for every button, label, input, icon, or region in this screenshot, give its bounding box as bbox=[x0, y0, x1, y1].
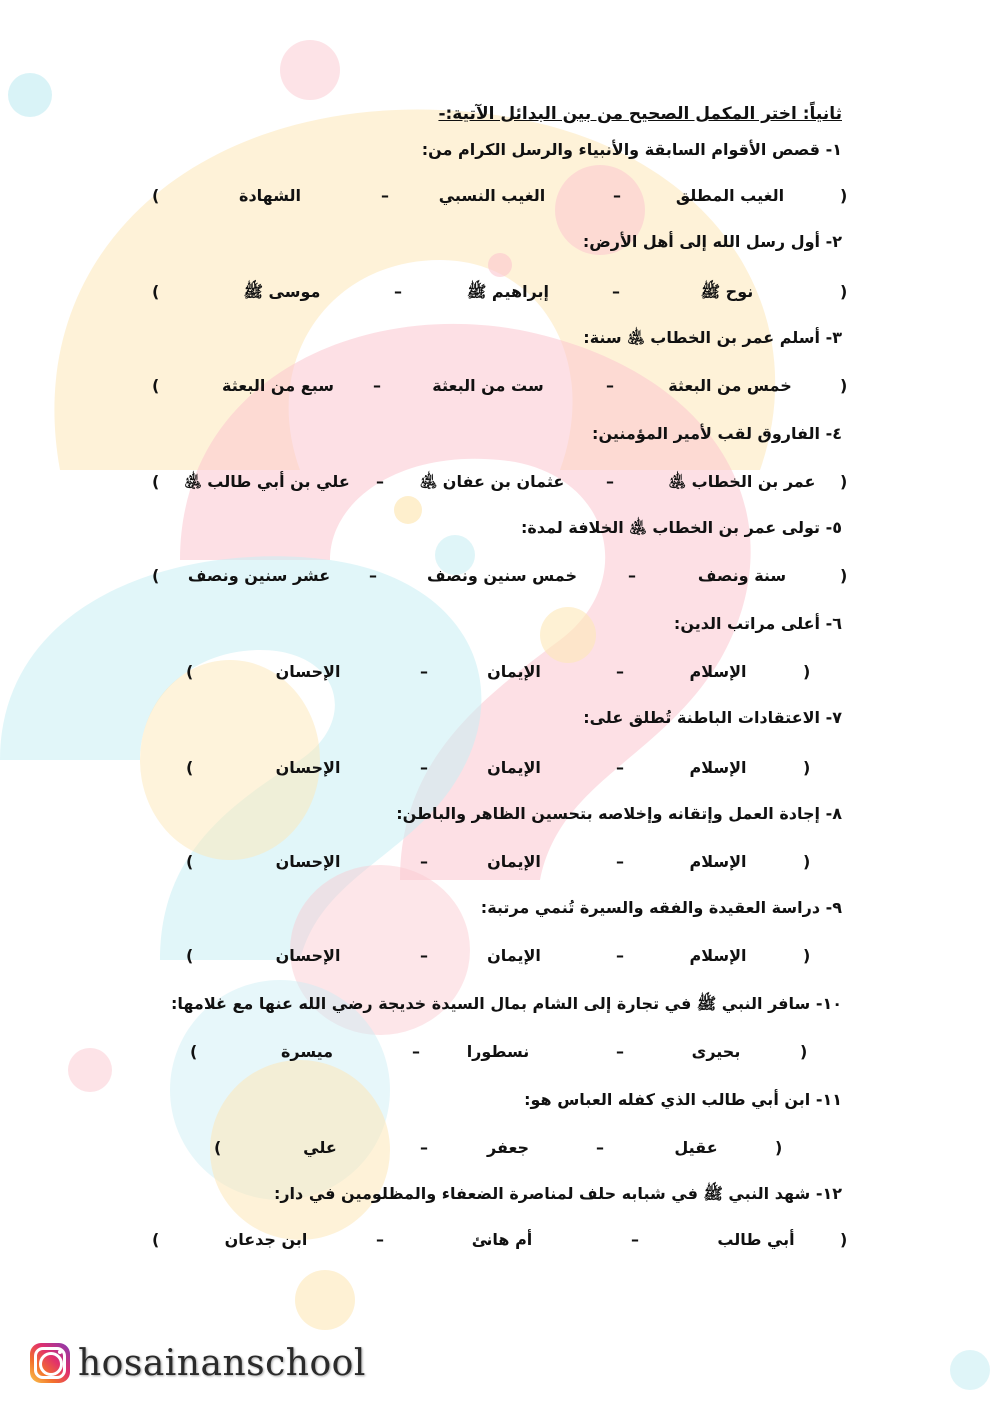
separator-dash: – bbox=[616, 946, 624, 965]
paren-close: ) bbox=[152, 1230, 160, 1249]
separator-dash: – bbox=[394, 282, 402, 301]
answer-row-2 bbox=[0, 282, 992, 308]
separator-dash: – bbox=[373, 376, 381, 395]
option-1[interactable]: سنة ونصف bbox=[697, 566, 787, 585]
option-2[interactable]: عثمان بن عفان ﵁ bbox=[419, 472, 565, 491]
answer-row-8 bbox=[0, 852, 992, 878]
answer-row-6 bbox=[0, 662, 992, 688]
option-3[interactable]: ميسرة bbox=[280, 1042, 334, 1061]
paren-open: ( bbox=[803, 852, 811, 871]
question-11: ١١- ابن أبي طالب الذي كفله العباس هو: bbox=[524, 1090, 842, 1109]
paren-open: ( bbox=[840, 376, 848, 395]
answer-row-5 bbox=[0, 566, 992, 592]
separator-dash: – bbox=[612, 282, 620, 301]
answer-row-1 bbox=[0, 186, 992, 212]
paren-open: ( bbox=[840, 472, 848, 491]
option-3[interactable]: الإحسان bbox=[275, 852, 341, 871]
option-1[interactable]: بحيرى bbox=[691, 1042, 741, 1061]
paren-open: ( bbox=[803, 946, 811, 965]
footer bbox=[30, 1340, 366, 1386]
paren-close: ) bbox=[152, 472, 160, 491]
separator-dash: – bbox=[613, 186, 621, 205]
separator-dash: – bbox=[616, 1042, 624, 1061]
option-1[interactable]: الإسلام bbox=[689, 852, 747, 871]
paren-open: ( bbox=[840, 186, 848, 205]
separator-dash: – bbox=[376, 1230, 384, 1249]
separator-dash: – bbox=[596, 1138, 604, 1157]
paren-open: ( bbox=[803, 662, 811, 681]
separator-dash: – bbox=[381, 186, 389, 205]
answer-row-11 bbox=[0, 1138, 992, 1164]
paren-close: ) bbox=[186, 852, 194, 871]
footer-handle: hosainanschool bbox=[78, 1342, 366, 1384]
option-3[interactable]: علي بن أبي طالب ﵁ bbox=[184, 472, 350, 491]
separator-dash: – bbox=[616, 758, 624, 777]
separator-dash: – bbox=[606, 376, 614, 395]
option-3[interactable]: الشهادة bbox=[239, 186, 301, 205]
option-3[interactable]: الإحسان bbox=[275, 946, 341, 965]
question-12: ١٢- شهد النبي ﷺ في شبابه حلف لمناصرة الضعفاء والمظلومين في دار: bbox=[273, 1184, 842, 1203]
question-5: ٥- تولى عمر بن الخطاب ﵁ الخلافة لمدة: bbox=[520, 518, 842, 537]
answer-row-3 bbox=[0, 376, 992, 402]
paren-close: ) bbox=[190, 1042, 198, 1061]
separator-dash: – bbox=[420, 662, 428, 681]
question-9: ٩- دراسة العقيدة والفقه والسيرة تُنمي مرتبة: bbox=[480, 898, 842, 917]
paren-open: ( bbox=[775, 1138, 783, 1157]
option-2[interactable]: نسطورا bbox=[466, 1042, 530, 1061]
separator-dash: – bbox=[420, 1138, 428, 1157]
paren-close: ) bbox=[152, 186, 160, 205]
option-2[interactable]: أم هانئ bbox=[471, 1230, 533, 1249]
option-2[interactable]: ست من البعثة bbox=[432, 376, 544, 395]
option-1[interactable]: نوح ﷺ bbox=[700, 282, 754, 301]
option-3[interactable]: موسى ﷺ bbox=[243, 282, 321, 301]
separator-dash: – bbox=[616, 662, 624, 681]
answer-row-10 bbox=[0, 1042, 992, 1068]
option-2[interactable]: الغيب النسبي bbox=[438, 186, 546, 205]
option-3[interactable]: ابن جدعان bbox=[224, 1230, 308, 1249]
separator-dash: – bbox=[420, 946, 428, 965]
option-1[interactable]: الغيب المطلق bbox=[675, 186, 785, 205]
option-3[interactable]: الإحسان bbox=[275, 758, 341, 777]
question-4: ٤- الفاروق لقب لأمير المؤمنين: bbox=[592, 424, 842, 443]
paren-open: ( bbox=[840, 1230, 848, 1249]
option-2[interactable]: الإيمان bbox=[487, 946, 541, 965]
question-10: ١٠- سافر النبي ﷺ في تجارة إلى الشام بمال السيدة خديجة رضي الله عنها مع غلامها: bbox=[170, 994, 842, 1013]
question-2: ٢- أول رسل الله إلى أهل الأرض: bbox=[582, 232, 842, 251]
question-1: ١- قصص الأقوام السابقة والأنبياء والرسل الكرام من: bbox=[421, 140, 842, 159]
option-2[interactable]: إبراهيم ﷺ bbox=[467, 282, 549, 301]
question-6: ٦- أعلى مراتب الدين: bbox=[673, 614, 842, 633]
option-3[interactable]: الإحسان bbox=[275, 662, 341, 681]
paren-open: ( bbox=[800, 1042, 808, 1061]
separator-dash: – bbox=[420, 852, 428, 871]
option-3[interactable]: عشر سنين ونصف bbox=[187, 566, 331, 585]
separator-dash: – bbox=[412, 1042, 420, 1061]
paren-close: ) bbox=[186, 946, 194, 965]
option-2[interactable]: خمس سنين ونصف bbox=[427, 566, 577, 585]
answer-row-9 bbox=[0, 946, 992, 972]
question-3: ٣- أسلم عمر بن الخطاب ﵁ سنة: bbox=[583, 328, 842, 347]
separator-dash: – bbox=[606, 472, 614, 491]
option-3[interactable]: سبع من البعثة bbox=[222, 376, 334, 395]
separator-dash: – bbox=[369, 566, 377, 585]
option-1[interactable]: الإسلام bbox=[689, 662, 747, 681]
option-1[interactable]: الإسلام bbox=[689, 758, 747, 777]
paren-close: ) bbox=[186, 662, 194, 681]
option-2[interactable]: جعفر bbox=[486, 1138, 530, 1157]
option-1[interactable]: الإسلام bbox=[689, 946, 747, 965]
option-1[interactable]: خمس من البعثة bbox=[668, 376, 792, 395]
option-1[interactable]: عمر بن الخطاب ﵁ bbox=[668, 472, 816, 491]
answer-row-4 bbox=[0, 472, 992, 498]
option-3[interactable]: علي bbox=[303, 1138, 337, 1157]
option-1[interactable]: أبي طالب bbox=[717, 1230, 795, 1249]
option-2[interactable]: الإيمان bbox=[487, 758, 541, 777]
separator-dash: – bbox=[420, 758, 428, 777]
paren-open: ( bbox=[803, 758, 811, 777]
paren-close: ) bbox=[152, 376, 160, 395]
answer-row-12 bbox=[0, 1230, 992, 1256]
question-8: ٨- إجادة العمل وإتقانه وإخلاصه بتحسين الظاهر والباطن: bbox=[396, 804, 842, 823]
paren-open: ( bbox=[840, 566, 848, 585]
section-title: ثانياً: اختر المكمل الصحيح من بين البدائل الآتية:- bbox=[438, 104, 842, 124]
paren-close: ) bbox=[152, 566, 160, 585]
separator-dash: – bbox=[376, 472, 384, 491]
option-1[interactable]: عقيل bbox=[674, 1138, 718, 1157]
paren-open: ( bbox=[840, 282, 848, 301]
separator-dash: – bbox=[631, 1230, 639, 1249]
instagram-icon bbox=[30, 1343, 70, 1383]
paren-close: ) bbox=[186, 758, 194, 777]
separator-dash: – bbox=[628, 566, 636, 585]
question-7: ٧- الاعتقادات الباطنة تُطلق على: bbox=[583, 708, 842, 727]
option-2[interactable]: الإيمان bbox=[487, 662, 541, 681]
paren-close: ) bbox=[152, 282, 160, 301]
option-2[interactable]: الإيمان bbox=[487, 852, 541, 871]
paren-close: ) bbox=[214, 1138, 222, 1157]
separator-dash: – bbox=[616, 852, 624, 871]
answer-row-7 bbox=[0, 758, 992, 784]
